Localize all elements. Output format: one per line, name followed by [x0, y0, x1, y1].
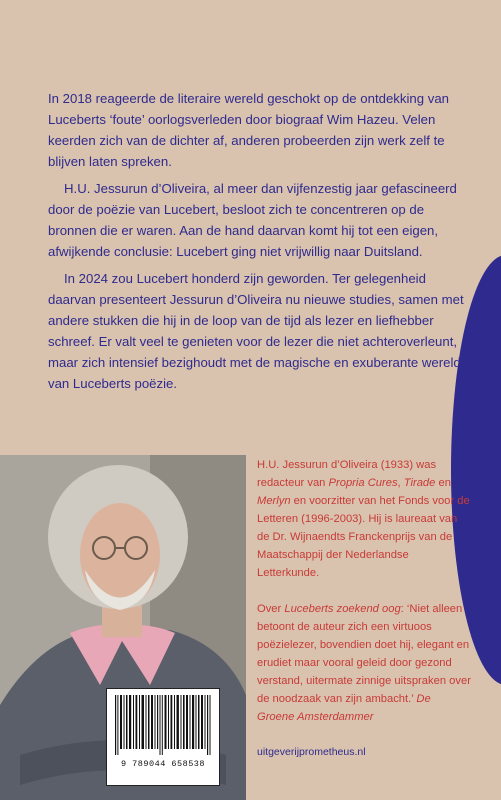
bio-title-tirade: Tirade [403, 477, 436, 489]
blurb [48, 88, 472, 400]
bio-title-propria-cures: Propria Cures [328, 477, 398, 489]
blurb-paragraph-1: In 2018 reageerde de literaire wereld geschokt op de ontdekking van Luceberts ‘foute’ oorlogsverleden door biograaf Wim Hazeu. Velen keerden zich van de dichter af, anderen probeerden zijn werk zelf te blijven laten spreken. [48, 91, 450, 169]
blurb-paragraph-2: H.U. Jessurun d’Oliveira, al meer dan vijfenzestig jaar gefascineerd door de poëzie van Lucebert, besloot zich te concentreren op de bronnen die er waren. Aan de hand daarvan komt hij tot een eigen, afwijkende conclusie: Lucebert ging niet vrijwillig naar Duitsland. [48, 181, 457, 259]
author-bio [257, 456, 471, 594]
barcode-number: 9 789044 658538 [120, 759, 205, 769]
bio-text-3: en [435, 477, 451, 489]
bio-text-4: en voorzitter van het Fonds voor de Letteren (1996-2003). Hij is laureaat van de Dr. Wijnaendts Franckenprijs van de Maatschappij der Nederlandse Letterkunde. [257, 495, 470, 579]
publisher-url[interactable]: uitgeverijprometheus.nl [257, 746, 366, 758]
review-quote [257, 600, 471, 726]
quote-prefix: Over [257, 603, 285, 615]
quote-book-title: Luceberts zoekend oog [284, 603, 401, 615]
bio-text-2: , [397, 477, 404, 489]
blurb-paragraph-3: In 2024 zou Lucebert honderd zijn geworden. Ter gelegenheid daarvan presenteert Jessurun d’Oliveira nu nieuwe studies, samen met andere stukken die hij in de loop van de tijd als lezer en liefhebber schreef. Er valt veel te genieten voor de lezer die niet achteroverleunt, maar zich intensief bezighoudt met de magische en exuberante wereld van Luceberts poëzie. [48, 271, 464, 391]
review-quote-text [257, 600, 471, 726]
barcode-icon [115, 695, 211, 755]
bio-title-merlyn: Merlyn [257, 495, 291, 507]
author-bio-text [257, 456, 471, 582]
quote-body: : ‘Niet alleen betoont de auteur zich een virtuoos poëzielezer, bovendien doet hij, elegant en erudiet maar vooral geleid door gezond verstand, uitermate zinnige uitspraken over de noodzaak van zijn ambacht.’ [257, 603, 471, 705]
barcode [106, 688, 220, 786]
bio-text-1: H.U. Jessurun d’Oliveira (1933) was redacteur van [257, 459, 437, 489]
quote-source: De Groene Amsterdammer [257, 693, 431, 723]
